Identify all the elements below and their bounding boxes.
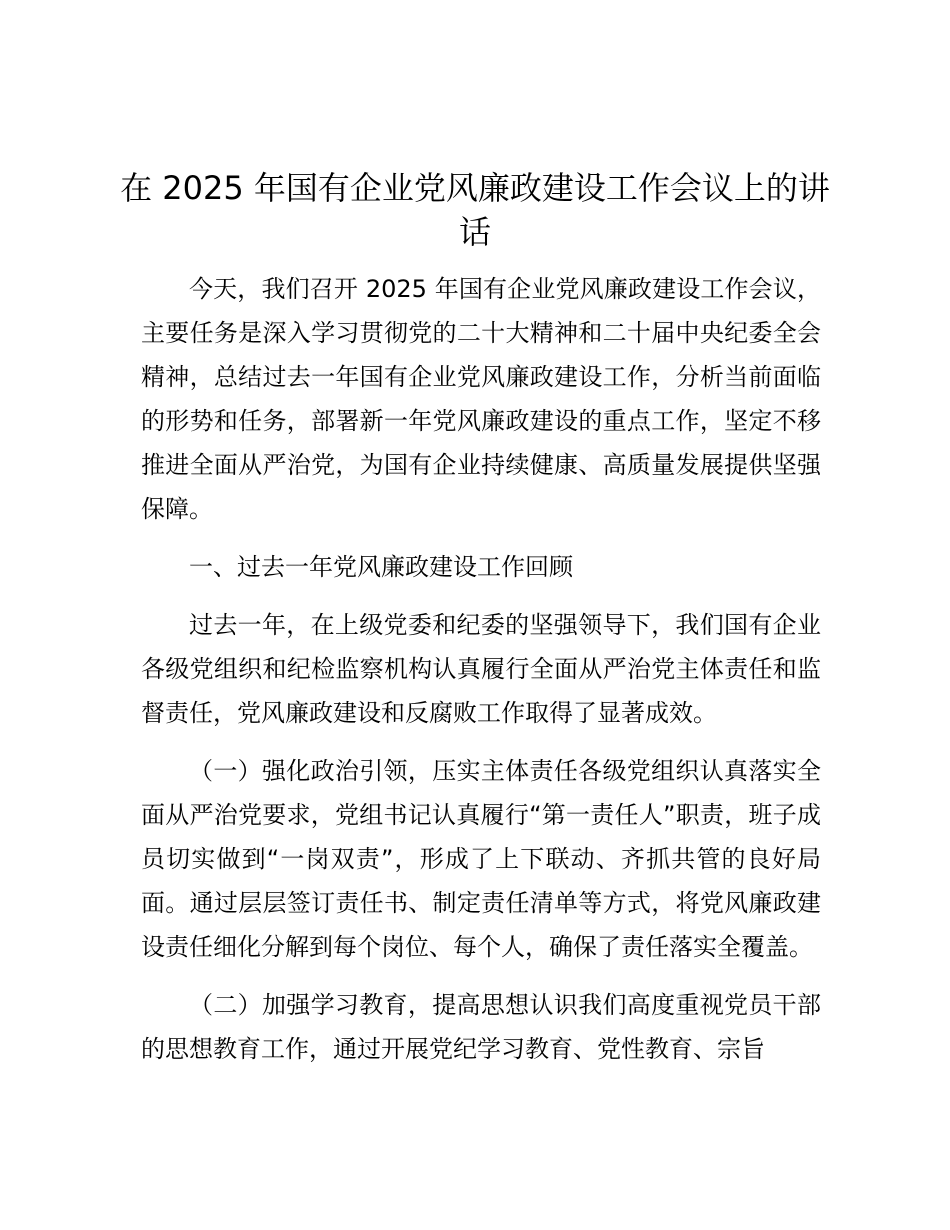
review-paragraph: 过去一年，在上级党委和纪委的坚强领导下，我们国有企业各级党组织和纪检监察机构认真履行全面从严治党主体责任和监督责任，党风廉政建设和反腐败工作取得了显著成效。	[141, 611, 821, 727]
document-title: 在 2025 年国有企业党风廉政建设工作会议上的讲话	[120, 169, 830, 251]
document-body	[141, 267, 821, 1085]
point-two-paragraph: （二）加强学习教育，提高思想认识我们高度重视党员干部的思想教育工作，通过开展党纪学习教育、党性教育、宗旨	[141, 991, 821, 1063]
intro-paragraph: 今天，我们召开 2025 年国有企业党风廉政建设工作会议，主要任务是深入学习贯彻党的二十大精神和二十届中央纪委全会精神，总结过去一年国有企业党风廉政建设工作，分析当前面临的形势和任务，部署新一年党风廉政建设的重点工作，坚定不移推进全面从严治党，为国有企业持续健康、高质量发展提供坚强保障。	[141, 275, 821, 523]
section-heading: 一、过去一年党风廉政建设工作回顾	[189, 553, 573, 581]
point-one-paragraph: （一）强化政治引领，压实主体责任各级党组织认真落实全面从严治党要求，党组书记认真履行“第一责任人”职责，班子成员切实做到“一岗双责”，形成了上下联动、齐抓共管的良好局面。通过层层签订责任书、制定责任清单等方式，将党风廉政建设责任细化分解到每个岗位、每个人，确保了责任落实全覆盖。	[141, 757, 821, 961]
